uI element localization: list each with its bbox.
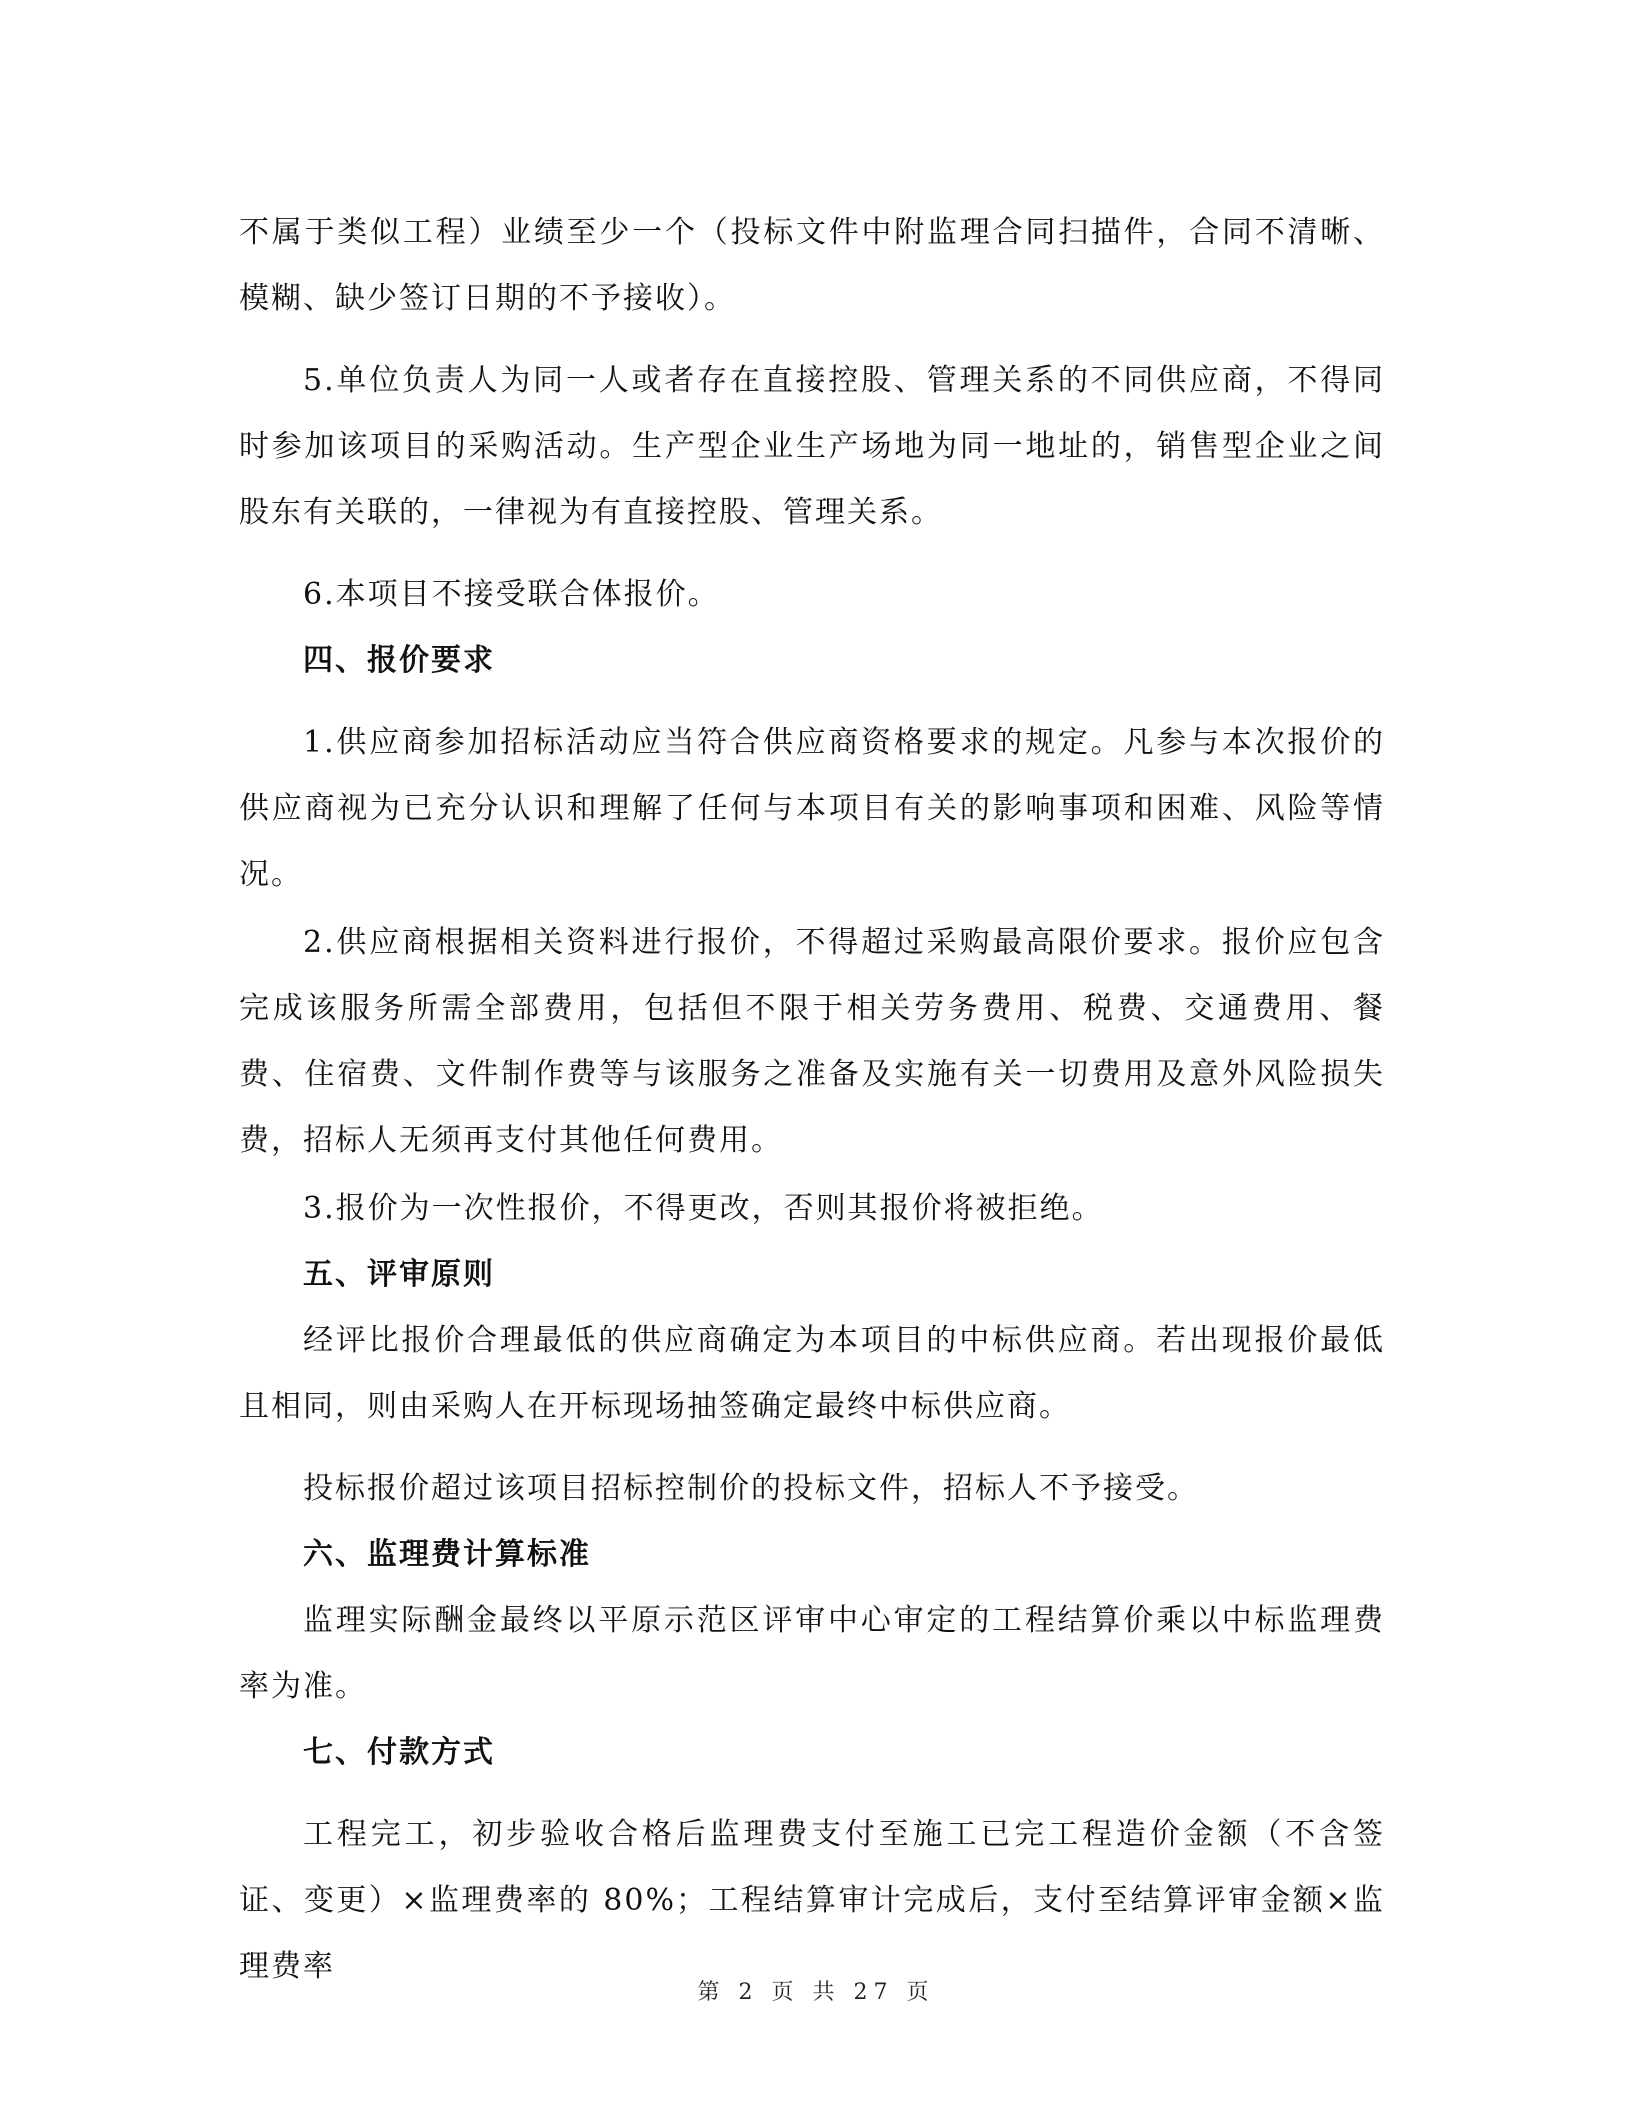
paragraph-fee-standard: 监理实际酬金最终以平原示范区评审中心审定的工程结算价乘以中标监理费率为准。 [239, 1603, 1385, 1704]
section-heading-fee-standard: 六、监理费计算标准 [303, 1537, 591, 1572]
section-heading-quotation-requirements: 四、报价要求 [303, 643, 495, 678]
page-number: 第 2 页 共 27 页 [697, 1980, 935, 2005]
paragraph-quote-1: 1.供应商参加招标活动应当符合供应商资格要求的规定。凡参与本次报价的供应商视为已充分认识和理解了任何与本项目有关的影响事项和困难、风险等情况。 [239, 725, 1385, 892]
section-heading-evaluation-principles: 五、评审原则 [303, 1257, 495, 1292]
paragraph-quote-3: 3.报价为一次性报价，不得更改，否则其报价将被拒绝。 [303, 1191, 1104, 1226]
paragraph-payment: 工程完工，初步验收合格后监理费支付至施工已完工程造价金额（不含签证、变更）×监理费率的 80%；工程结算审计完成后，支付至结算评审金额×监理费率 [239, 1817, 1385, 1984]
paragraph-continuation: 不属于类似工程）业绩至少一个（投标文件中附监理合同扫描件，合同不清晰、模糊、缺少签订日期的不予接收）。 [239, 215, 1385, 316]
paragraph-bid-limit: 投标报价超过该项目招标控制价的投标文件，招标人不予接受。 [303, 1471, 1199, 1506]
paragraph-item-6: 6.本项目不接受联合体报价。 [303, 577, 720, 612]
paragraph-quote-2: 2.供应商根据相关资料进行报价，不得超过采购最高限价要求。报价应包含完成该服务所需全部费用，包括但不限于相关劳务费用、税费、交通费用、餐费、住宿费、文件制作费等与该服务之准备及实施有关一切费用及意外风险损失费，招标人无须再支付其他任何费用。 [239, 925, 1385, 1158]
paragraph-evaluation: 经评比报价合理最低的供应商确定为本项目的中标供应商。若出现报价最低且相同，则由采购人在开标现场抽签确定最终中标供应商。 [239, 1323, 1385, 1424]
document-body [239, 200, 1385, 2000]
section-heading-payment-method: 七、付款方式 [303, 1735, 495, 1770]
paragraph-item-5: 5.单位负责人为同一人或者存在直接控股、管理关系的不同供应商，不得同时参加该项目的采购活动。生产型企业生产场地为同一地址的，销售型企业之间股东有关联的，一律视为有直接控股、管理关系。 [239, 363, 1385, 530]
